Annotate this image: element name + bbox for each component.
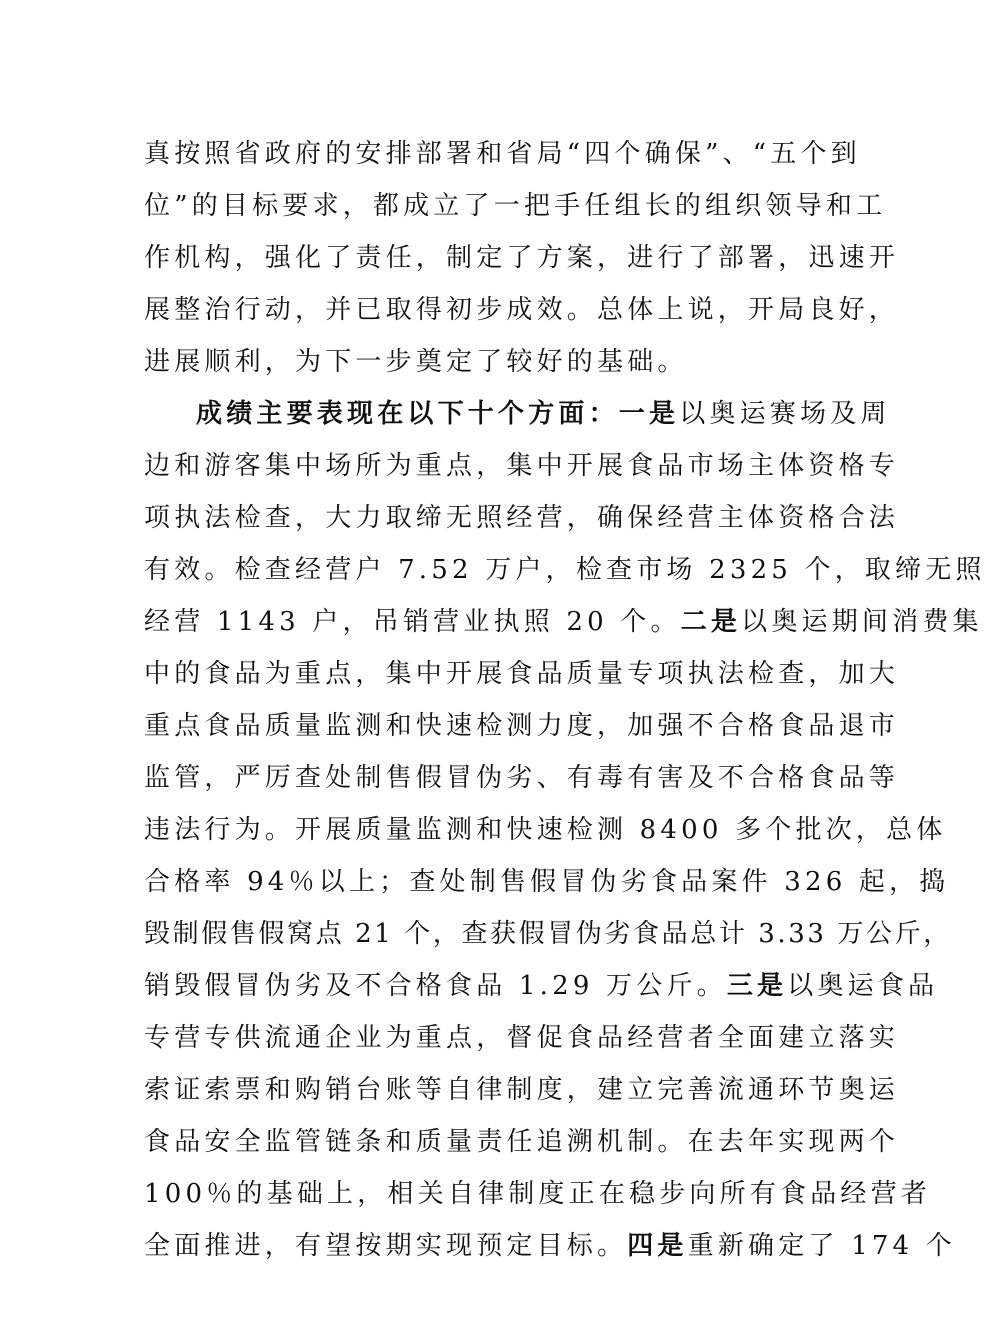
paragraph-line: 项执法检查，大力取缔无照经营，确保经营主体资格合法 xyxy=(144,503,900,533)
paragraph-line: 合格率 94％以上；查处制售假冒伪劣食品案件 326 起，捣 xyxy=(144,867,950,897)
paragraph-line: 重点食品质量监测和快速检测力度，加强不合格食品退市 xyxy=(144,711,900,741)
section-lead-bold: 四是 xyxy=(627,1231,688,1261)
paragraph-text: 以奥运赛场及周 xyxy=(679,399,891,429)
paragraph-line: 进展顺利，为下一步奠定了较好的基础。 xyxy=(144,347,688,377)
document-body xyxy=(144,128,986,1272)
section-lead-bold: 二是 xyxy=(680,607,742,637)
paragraph-text: 销毁假冒伪劣及不合格食品 1.29 万公斤。 xyxy=(144,971,727,1001)
paragraph-line: 100％的基础上，相关自律制度正在稳步向所有食品经营者 xyxy=(144,1179,932,1209)
paragraph-line: 索证索票和购销台账等自律制度，建立完善流通环节奥运 xyxy=(144,1075,900,1105)
paragraph-line: 作机构，强化了责任，制定了方案，进行了部署，迅速开 xyxy=(144,243,900,273)
paragraph-line: 食品安全监管链条和质量责任追溯机制。在去年实现两个 xyxy=(144,1127,900,1157)
paragraph-line: 专营专供流通企业为重点，督促食品经营者全面建立落实 xyxy=(144,1023,900,1053)
paragraph-line: 中的食品为重点，集中开展食品质量专项执法检查，加大 xyxy=(144,659,900,689)
paragraph-line: 边和游客集中场所为重点，集中开展食品市场主体资格专 xyxy=(144,451,900,481)
paragraph-line xyxy=(144,1220,956,1272)
paragraph-line: 位”的目标要求，都成立了一把手任组长的组织领导和工 xyxy=(144,191,887,221)
paragraph-text: 经营 1143 户，吊销营业执照 20 个。 xyxy=(144,607,681,637)
paragraph-line: 展整治行动，并已取得初步成效。总体上说，开局良好， xyxy=(144,295,900,325)
paragraph-text: 重新确定了 174 个 xyxy=(687,1231,956,1261)
paragraph-line: 真按照省政府的安排部署和省局“四个确保”、“五个到 xyxy=(144,139,861,169)
paragraph-line xyxy=(144,388,891,440)
paragraph-line: 违法行为。开展质量监测和快速检测 8400 多个批次，总体 xyxy=(144,815,947,845)
paragraph-line xyxy=(144,596,983,648)
paragraph-line: 毁制假售假窝点 21 个，查获假冒伪劣食品总计 3.33 万公斤， xyxy=(144,919,952,949)
paragraph-text: 以奥运食品 xyxy=(787,971,939,1001)
paragraph-line: 有效。检查经营户 7.52 万户，检查市场 2325 个，取缔无照 xyxy=(144,555,986,585)
paragraph-text: 以奥运期间消费集 xyxy=(741,607,983,637)
section-lead-bold: 成绩主要表现在以下十个方面：一是 xyxy=(196,399,680,429)
paragraph-text: 全面推进，有望按期实现预定目标。 xyxy=(144,1231,628,1261)
paragraph-line xyxy=(144,960,939,1012)
section-lead-bold: 三是 xyxy=(726,971,788,1001)
paragraph-line: 监管，严厉查处制售假冒伪劣、有毒有害及不合格食品等 xyxy=(144,763,900,793)
